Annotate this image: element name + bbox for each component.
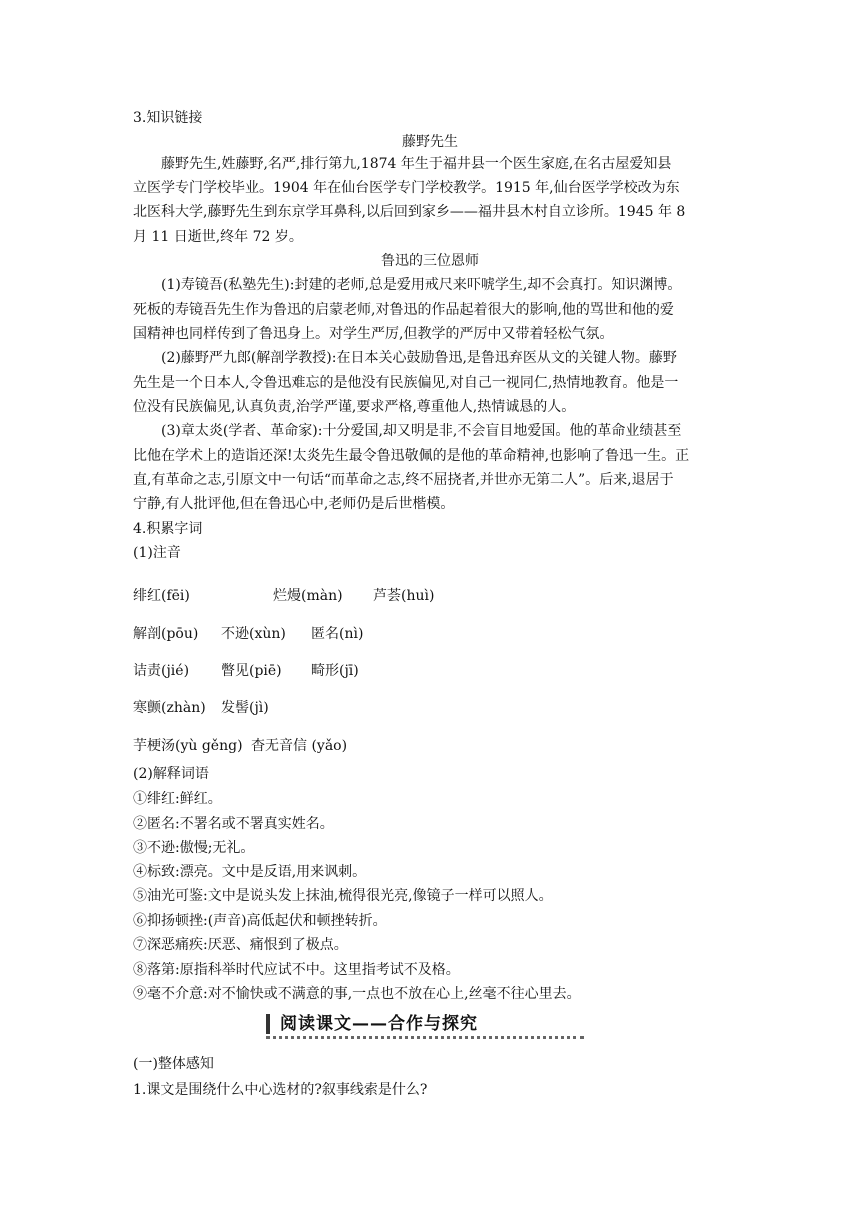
- teacher-3-line: 比他在学术上的造诣还深!太炎先生最令鲁迅敬佩的是他的革命精神,也影响了鲁迅一生。正: [133, 448, 690, 464]
- section-heading-vocabulary: 4.积累字词: [133, 521, 203, 537]
- pinyin-item: 畸形(jī): [311, 663, 359, 679]
- teacher-3-line: (3)章太炎(学者、革命家):十分爱国,却又明是非,不会盲目地爱国。他的革命业绩甚至: [161, 423, 682, 439]
- pinyin-item: 解剖(pōu): [133, 626, 199, 642]
- definition-item: ⑤油光可鉴:文中是说头发上抹油,梳得很光亮,像镜子一样可以照人。: [133, 888, 553, 904]
- section-heading-knowledge-link: 3.知识链接: [133, 110, 203, 126]
- para-tengye-line: 立医学专门学校毕业。1904 年在仙台医学专门学校教学。1915 年,仙台医学学校改为东: [133, 180, 680, 196]
- teacher-3-line: 直,有革命之志,引原文中一句话“而革命之志,终不屈挠者,并世亦无第二人”。后来,退居于: [133, 472, 674, 488]
- pinyin-item: 烂熳(màn): [273, 588, 343, 604]
- teacher-1-line: 死板的寿镜吾先生作为鲁迅的启蒙老师,对鲁迅的作品起着很大的影响,他的骂世和他的爱: [133, 302, 674, 318]
- subheading-definitions: (2)解释词语: [133, 766, 209, 782]
- definition-item: ⑥抑扬顿挫:(声音)高低起伏和顿挫转折。: [133, 913, 387, 929]
- banner-bar-marker: [266, 1014, 270, 1034]
- teacher-1-line: (1)寿镜吾(私塾先生):封建的老师,总是爱用戒尺来吓唬学生,却不会真打。知识渊博。: [161, 277, 682, 293]
- teacher-3-line: 宁静,有人批评他,但在鲁迅心中,老师仍是后世楷模。: [133, 496, 455, 512]
- title-three-teachers: 鲁迅的三位恩师: [381, 253, 479, 269]
- part-heading-overall: (一)整体感知: [133, 1056, 214, 1072]
- title-tengye: 藤野先生: [402, 134, 458, 150]
- pinyin-item: 匿名(nì): [311, 626, 364, 642]
- pinyin-item: 发髻(jì): [221, 700, 269, 716]
- definition-item: ⑧落第:原指科举时代应试不中。这里指考试不及格。: [133, 962, 460, 978]
- definition-item: ①绯红:鲜红。: [133, 791, 222, 807]
- definition-item: ⑨毫不介意:对不愉快或不满意的事,一点也不放在心上,丝毫不往心里去。: [133, 986, 581, 1002]
- pinyin-item: 芦荟(huì): [373, 588, 435, 604]
- para-tengye-line: 月 11 日逝世,终年 72 岁。: [133, 229, 303, 245]
- pinyin-item: 杳无音信 (yǎo): [251, 738, 348, 754]
- teacher-1-line: 国精神也同样传到了鲁迅身上。对学生严厉,但教学的严厉中又带着轻松气氛。: [133, 326, 614, 342]
- teacher-2-line: (2)藤野严九郎(解剖学教授):在日本关心鼓励鲁迅,是鲁迅弃医从文的关键人物。藤野: [161, 350, 677, 366]
- definition-item: ③不逊:傲慢;无礼。: [133, 840, 255, 856]
- teacher-2-line: 先生是一个日本人,令鲁迅难忘的是他没有民族偏见,对自己一视同仁,热情地教育。他是一: [133, 375, 679, 391]
- pinyin-item: 瞥见(piē): [221, 663, 282, 679]
- definition-item: ②匿名:不署名或不署真实姓名。: [133, 816, 334, 832]
- definition-item: ⑦深恶痛疾:厌恶、痛恨到了极点。: [133, 937, 348, 953]
- pinyin-item: 绯红(fēi): [133, 588, 190, 604]
- section-banner: [266, 1012, 584, 1042]
- teacher-2-line: 位没有民族偏见,认真负责,治学严谨,要求严格,尊重他人,热情诚恳的人。: [133, 399, 576, 415]
- banner-title: 阅读课文——合作与探究: [280, 1014, 478, 1034]
- pinyin-item: 寒颤(zhàn): [133, 700, 206, 716]
- subheading-pinyin: (1)注音: [133, 545, 181, 561]
- pinyin-item: 诘责(jié): [133, 663, 190, 679]
- definition-item: ④标致:漂亮。文中是反语,用来讽刺。: [133, 864, 367, 880]
- question-1: 1.课文是围绕什么中心选材的?叙事线索是什么?: [133, 1082, 428, 1098]
- pinyin-item: 芋梗汤(yù gěng): [133, 738, 243, 754]
- pinyin-item: 不逊(xùn): [221, 626, 286, 642]
- para-tengye-line: 藤野先生,姓藤野,名严,排行第九,1874 年生于福井县一个医生家庭,在名古屋爱知县: [161, 156, 672, 172]
- para-tengye-line: 北医科大学,藤野先生到东京学耳鼻科,以后回到家乡——福井县木村自立诊所。1945 年 8: [133, 204, 686, 220]
